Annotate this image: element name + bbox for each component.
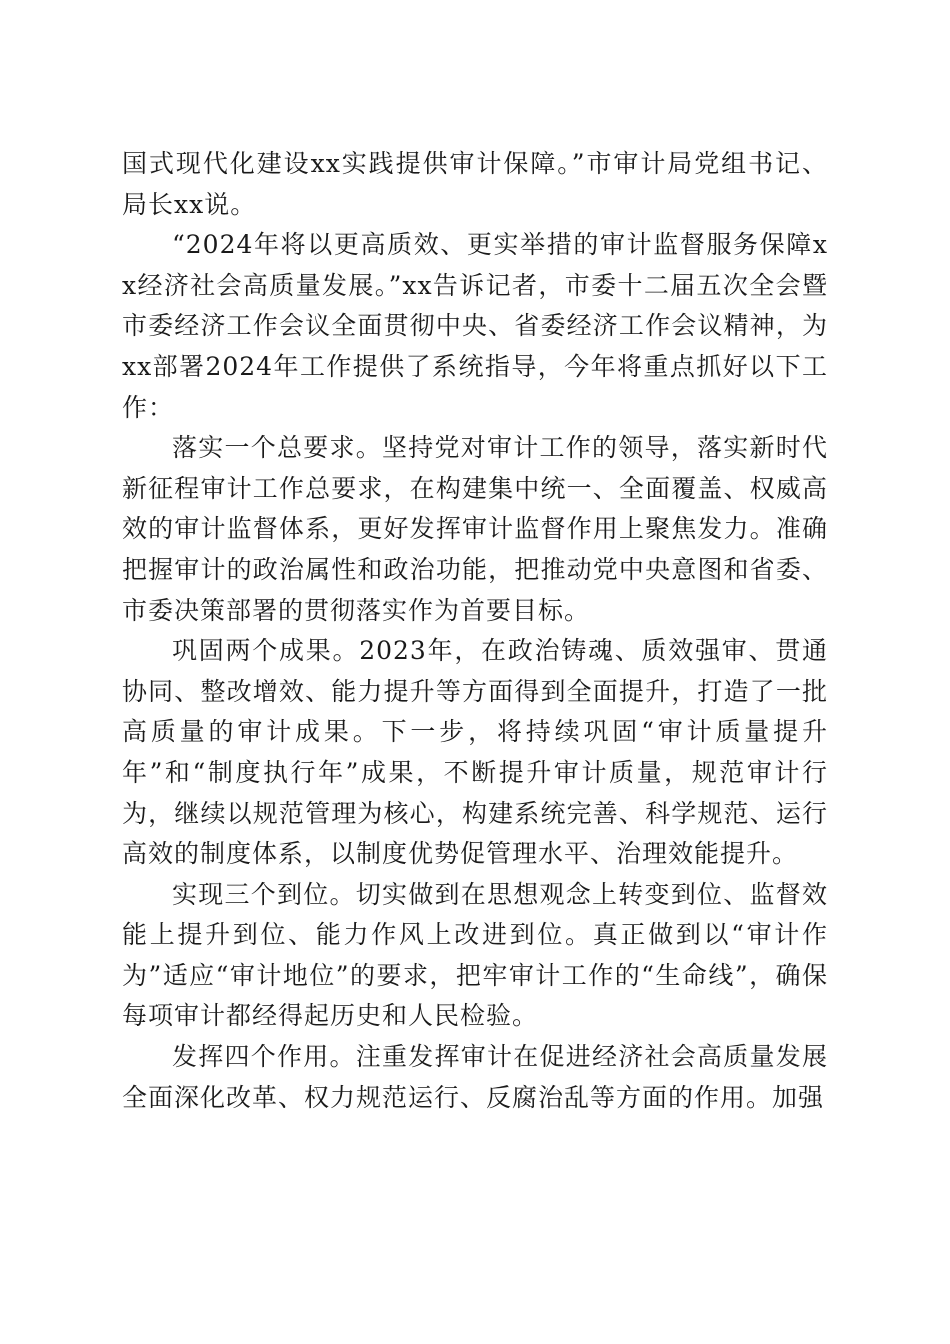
- paragraph-one-requirement: 落实一个总要求。坚持党对审计工作的领导，落实新时代新征程审计工作总要求，在构建集中统一、全面覆盖、权威高效的审计监督体系，更好发挥审计监督作用上聚焦发力。准确把握审计的政治属性和政治功能，把推动党中央意图和省委、市委决策部署的贯彻落实作为首要目标。: [122, 433, 828, 625]
- paragraph-quote: “2024年将以更高质效、更实举措的审计监督服务保障xx经济社会高质量发展。”xx告诉记者，市委十二届五次全会暨市委经济工作会议全面贯彻中央、省委经济工作会议精神，为xx部署2024年工作提供了系统指导，今年将重点抓好以下工作：: [122, 230, 828, 422]
- paragraph-continuation: 国式现代化建设xx实践提供审计保障。”市审计局党组书记、局长xx说。: [122, 149, 828, 219]
- document-body: [122, 144, 828, 1118]
- paragraph-two-achievements: 巩固两个成果。2023年，在政治铸魂、质效强审、贯通协同、整改增效、能力提升等方面得到全面提升，打造了一批高质量的审计成果。下一步，将持续巩固“审计质量提升年”和“制度执行年”成果，不断提升审计质量，规范审计行为，继续以规范管理为核心，构建系统完善、科学规范、运行高效的制度体系，以制度优势促管理水平、治理效能提升。: [122, 636, 828, 869]
- paragraph-three-in-place: 实现三个到位。切实做到在思想观念上转变到位、监督效能上提升到位、能力作风上改进到位。真正做到以“审计作为”适应“审计地位”的要求，把牢审计工作的“生命线”，确保每项审计都经得起历史和人民检验。: [122, 879, 828, 1031]
- paragraph-four-roles: 发挥四个作用。注重发挥审计在促进经济社会高质量发展全面深化改革、权力规范运行、反腐治乱等方面的作用。加强: [122, 1042, 828, 1112]
